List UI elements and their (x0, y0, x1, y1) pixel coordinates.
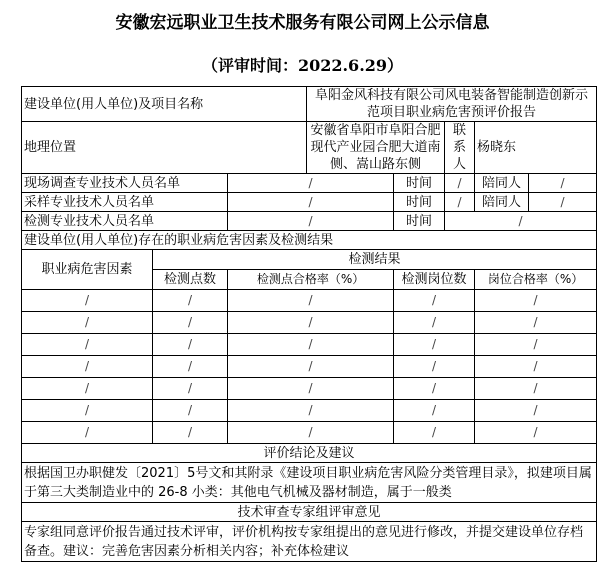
testing-row (22, 212, 597, 231)
review-title-row (22, 503, 597, 522)
location-label: 地理位置 (22, 122, 307, 174)
testing-time-value: / (445, 212, 597, 231)
points-cell: / (153, 334, 228, 356)
points-cell: / (153, 400, 228, 422)
posts-rate-cell: / (475, 356, 597, 378)
hazard-header-row (22, 250, 597, 270)
points-cell: / (153, 422, 228, 444)
unit-row (22, 87, 597, 122)
table-row (22, 422, 597, 444)
posts-rate-cell: / (475, 378, 597, 400)
posts-cell: / (394, 312, 475, 334)
sampling-companion-label: 陪同人 (475, 193, 529, 212)
sampling-companion-value: / (529, 193, 597, 212)
posts-cell: / (394, 400, 475, 422)
posts-rate-cell: / (475, 334, 597, 356)
col-points-rate: 检测点合格率（%） (228, 270, 394, 290)
survey-companion-label: 陪同人 (475, 174, 529, 193)
table-row (22, 334, 597, 356)
table-row (22, 290, 597, 312)
points-cell: / (153, 378, 228, 400)
factor-cell: / (22, 422, 153, 444)
factor-cell: / (22, 356, 153, 378)
review-time: （评审时间：2022.6.29） (201, 56, 404, 75)
posts-rate-cell: / (475, 422, 597, 444)
contact-label: 联系人 (445, 122, 475, 174)
conclusion-row (22, 463, 597, 503)
review-row (22, 522, 597, 562)
page-title: 安徽宏远职业卫生技术服务有限公司网上公示信息 (115, 13, 490, 33)
conclusion-title-row (22, 444, 597, 463)
points-rate-cell: / (228, 312, 394, 334)
testing-value: / (228, 212, 394, 231)
disclosure-table (21, 86, 597, 562)
factor-cell: / (22, 290, 153, 312)
table-row (22, 312, 597, 334)
posts-cell: / (394, 422, 475, 444)
posts-rate-cell: / (475, 400, 597, 422)
col-posts: 检测岗位数 (394, 270, 475, 290)
posts-rate-cell: / (475, 312, 597, 334)
col-posts-rate: 岗位合格率（%） (475, 270, 597, 290)
table-row (22, 378, 597, 400)
survey-time-label: 时间 (394, 174, 445, 193)
points-rate-cell: / (228, 422, 394, 444)
points-rate-cell: / (228, 378, 394, 400)
points-cell: / (153, 312, 228, 334)
review-title: 技术审查专家组评审意见 (22, 503, 597, 522)
factor-header: 职业病危害因素 (22, 250, 153, 290)
col-points: 检测点数 (153, 270, 228, 290)
sampling-row (22, 193, 597, 212)
survey-value: / (228, 174, 394, 193)
points-rate-cell: / (228, 356, 394, 378)
location-value: 安徽省阜阳市阜阳合肥现代产业园合肥大道南侧、嵩山路东侧 (307, 122, 445, 174)
testing-label: 检测专业技术人员名单 (22, 212, 228, 231)
unit-label: 建设单位(用人单位)及项目名称 (22, 87, 307, 122)
posts-cell: / (394, 334, 475, 356)
review-text: 专家组同意评价报告通过技术评审，评价机构按专家组提出的意见进行修改，并提交建设单位存档备查。建议：完善危害因素分析相关内容；补充体检建议 (22, 522, 597, 562)
factor-cell: / (22, 334, 153, 356)
unit-value: 阜阳金风科技有限公司风电装备智能制造创新示范项目职业病危害预评价报告 (307, 87, 597, 122)
table-row (22, 400, 597, 422)
points-cell: / (153, 290, 228, 312)
results-header: 检测结果 (153, 250, 597, 270)
posts-cell: / (394, 378, 475, 400)
sampling-time-label: 时间 (394, 193, 445, 212)
posts-cell: / (394, 356, 475, 378)
posts-rate-cell: / (475, 290, 597, 312)
points-rate-cell: / (228, 400, 394, 422)
factor-cell: / (22, 378, 153, 400)
location-row (22, 122, 597, 174)
points-cell: / (153, 356, 228, 378)
points-rate-cell: / (228, 334, 394, 356)
posts-cell: / (394, 290, 475, 312)
survey-label: 现场调查专业技术人员名单 (22, 174, 228, 193)
points-rate-cell: / (228, 290, 394, 312)
factor-cell: / (22, 312, 153, 334)
conclusion-text: 根据国卫办职健发〔2021〕5号文和其附录《建设项目职业病危害风险分类管理目录》，拟建项目属于第三大类制造业中的 26-8 小类：其他电气机械及器材制造，属于一般类 (22, 463, 597, 503)
contact-value: 杨晓东 (475, 122, 597, 174)
hazard-section-title: 建设单位(用人单位)存在的职业病危害因素及检测结果 (22, 231, 597, 250)
survey-time-value: / (445, 174, 475, 193)
sampling-time-value: / (445, 193, 475, 212)
testing-time-label: 时间 (394, 212, 445, 231)
conclusion-title: 评价结论及建议 (22, 444, 597, 463)
factor-cell: / (22, 400, 153, 422)
sampling-value: / (228, 193, 394, 212)
table-row (22, 356, 597, 378)
sampling-label: 采样专业技术人员名单 (22, 193, 228, 212)
survey-row (22, 174, 597, 193)
hazard-section-row (22, 231, 597, 250)
survey-companion-value: / (529, 174, 597, 193)
